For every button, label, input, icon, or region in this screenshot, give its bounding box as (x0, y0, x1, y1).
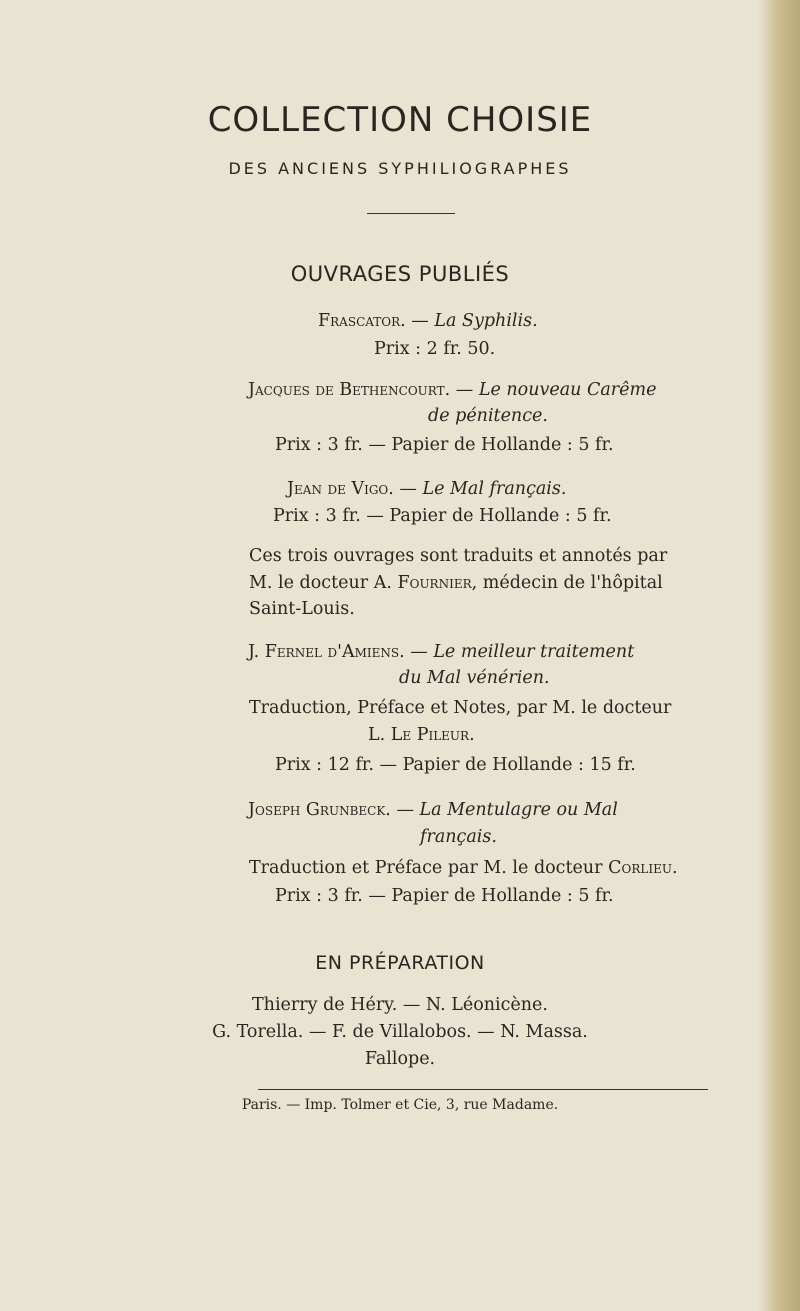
translation-line (249, 858, 678, 878)
entry-grunbeck (248, 800, 618, 820)
author-name: Joseph Grunbeck. (248, 800, 391, 820)
author-name: J. Fernel d'Amiens. (248, 642, 405, 662)
preparation-line: Thierry de Héry. — N. Léonicène. (252, 995, 548, 1015)
preparation-line: G. Torella. — F. de Villalobos. — N. Massa. (212, 1022, 588, 1042)
work-title: La Syphilis. (434, 311, 538, 331)
work-title-cont: français. (420, 827, 497, 847)
collection-subtitle: DES ANCIENS SYPHILIOGRAPHES (228, 159, 572, 178)
work-title: Le Mal français. (422, 479, 567, 499)
price-line: Prix : 3 fr. — Papier de Hollande : 5 fr. (273, 506, 612, 526)
translation-note-line: Saint-Louis. (249, 599, 355, 619)
published-heading: OUVRAGES PUBLIÉS (290, 262, 510, 286)
price-line: Prix : 2 fr. 50. (374, 339, 496, 359)
dash: — (411, 311, 429, 331)
entry-frascator (318, 311, 538, 331)
author-name: Frascator. (318, 311, 406, 331)
entry-fernel (248, 642, 634, 662)
footer-rule (258, 1089, 708, 1090)
entry-bethencourt (248, 380, 656, 400)
printer-imprint: Paris. — Imp. Tolmer et Cie, 3, rue Madame. (241, 1097, 559, 1113)
collection-title: COLLECTION CHOISIE (207, 100, 593, 140)
translation-note-line: Ces trois ouvrages sont traduits et annotés par (249, 546, 668, 566)
work-title: Le nouveau Carême (478, 380, 657, 400)
work-title-cont: du Mal vénérien. (399, 668, 550, 688)
divider-rule (367, 213, 455, 214)
dash: — (399, 479, 417, 499)
price-line: Prix : 12 fr. — Papier de Hollande : 15 fr. (275, 755, 636, 775)
author-name: Jean de Vigo. (287, 479, 394, 499)
preparation-heading: EN PRÉPARATION (315, 952, 485, 974)
price-line: Prix : 3 fr. — Papier de Hollande : 5 fr. (275, 435, 614, 455)
work-title: Le meilleur traitement (433, 642, 635, 662)
price-line: Prix : 3 fr. — Papier de Hollande : 5 fr. (275, 886, 614, 906)
translator-name: L. Le Pileur. (368, 725, 475, 745)
work-title-cont: de pénitence. (428, 406, 548, 426)
work-title: La Mentulagre ou Mal (419, 800, 618, 820)
dash: — (396, 800, 414, 820)
translation-text: Traduction et Préface par M. le docteur (249, 858, 603, 878)
translation-line: Traduction, Préface et Notes, par M. le docteur (249, 698, 672, 718)
translator-name: Corlieu. (608, 858, 678, 878)
entry-vigo (287, 479, 566, 499)
note-text: M. le docteur A. (249, 573, 392, 593)
translation-note-line (249, 573, 663, 593)
dash: — (455, 380, 474, 400)
author-name: Jacques de Bethencourt. (248, 380, 451, 400)
preparation-line: Fallope. (364, 1049, 436, 1069)
note-text: médecin de l'hôpital (482, 573, 663, 593)
translator-name: Fournier, (397, 573, 478, 593)
dash: — (410, 642, 428, 662)
